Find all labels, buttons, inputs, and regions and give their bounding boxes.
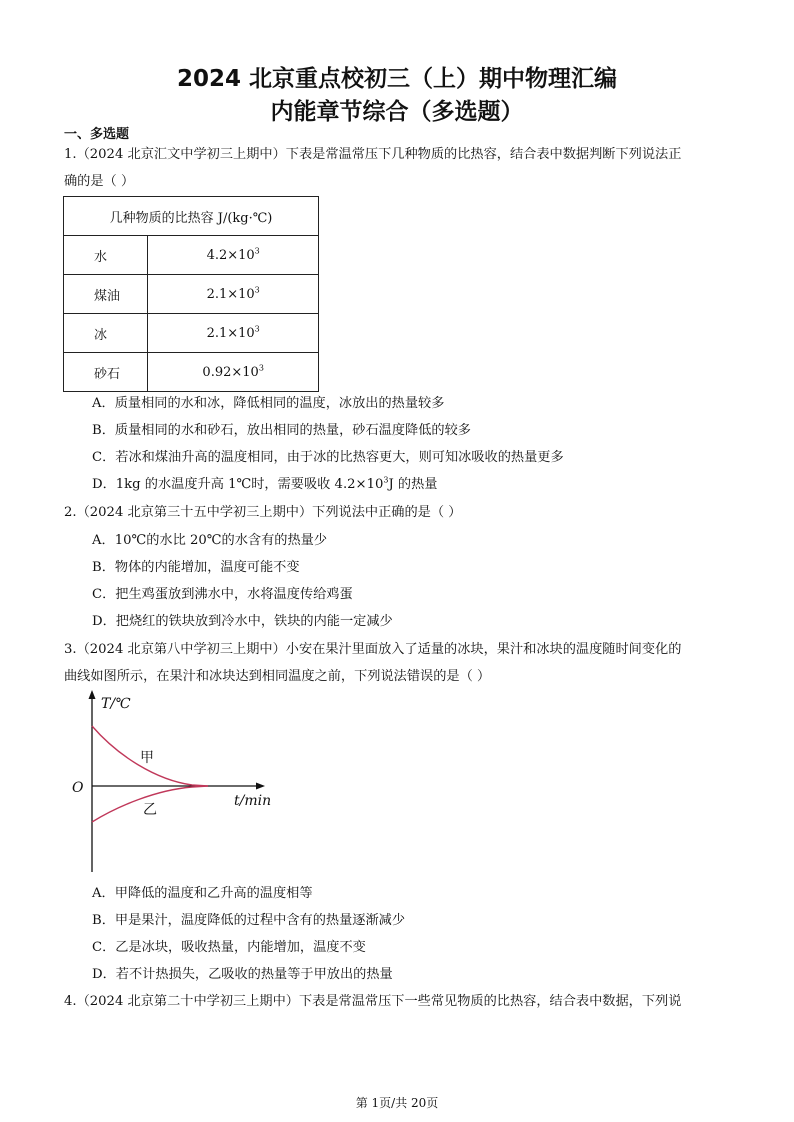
page-footer: 第 1页/共 20页 — [355, 1096, 439, 1110]
question-1-option-d: D．1kg 的水温度升高 1℃时，需要吸收 $4.2\times 10^3J$ 的热量 — [92, 475, 438, 492]
table-row — [64, 275, 319, 314]
question-1-option-b: B．质量相同的水和砂石，放出相同的热量，砂石温度降低的较多 — [92, 423, 471, 438]
table-cell-value: $2.1\times 10^3$ — [148, 275, 319, 314]
table-cell-substance: 砂石 — [64, 353, 148, 392]
question-2-option-b: B．物体的内能增加，温度可能不变 — [92, 560, 300, 575]
table-cell-substance: 水 — [64, 236, 148, 275]
question-3-option-c: C．乙是冰块，吸收热量，内能增加，温度不变 — [92, 940, 366, 955]
question-1-option-a: A．质量相同的水和冰，降低相同的温度，冰放出的热量较多 — [92, 396, 445, 411]
table-row — [64, 353, 319, 392]
y-axis-label: T/℃ — [101, 696, 131, 712]
y-axis-arrow — [89, 690, 96, 699]
specific-heat-table — [63, 196, 319, 392]
table-cell-value: $4.2\times 10^3$ — [148, 236, 319, 275]
question-3-option-b: B．甲是果汁，温度降低的过程中含有的热量逐渐减少 — [92, 913, 406, 928]
curve-jia-label: 甲 — [140, 750, 154, 766]
table-cell-substance: 冰 — [64, 314, 148, 353]
temperature-time-graph — [66, 688, 286, 878]
question-2-option-a: A．10℃的水比 20℃的水含有的热量少 — [92, 533, 328, 548]
x-axis-label: t/min — [234, 793, 272, 809]
question-2-option-c: C．把生鸡蛋放到沸水中，水将温度传给鸡蛋 — [92, 587, 353, 602]
origin-label: O — [72, 780, 84, 796]
question-4-stem-line-1: 4.（2024 北京第二十中学初三上期中）下表是常温常压下一些常见物质的比热容，结合表中数据，下列说 — [64, 994, 682, 1009]
question-1-stem-line-1: 1.（2024 北京汇文中学初三上期中）下表是常温常压下几种物质的比热容，结合表中数据判断下列说法正 — [64, 147, 682, 162]
section-heading: 一、多选题 — [64, 127, 130, 142]
question-2-option-d: D．把烧红的铁块放到冷水中，铁块的内能一定减少 — [92, 614, 393, 629]
question-3-stem-line-1: 3.（2024 北京第八中学初三上期中）小安在果汁里面放入了适量的冰块，果汁和冰块的温度随时间变化的 — [64, 642, 682, 657]
question-1-stem-line-2: 确的是（ ） — [64, 174, 135, 189]
question-3-option-a: A．甲降低的温度和乙升高的温度相等 — [92, 886, 313, 901]
question-2-stem: 2.（2024 北京第三十五中学初三上期中）下列说法中正确的是（ ） — [64, 505, 462, 520]
question-3-option-d: D．若不计热损失，乙吸收的热量等于甲放出的热量 — [92, 967, 393, 982]
table-cell-substance: 煤油 — [64, 275, 148, 314]
x-axis-arrow — [256, 783, 265, 790]
page-title-line-1: 2024 北京重点校初三（上）期中物理汇编 — [176, 66, 618, 92]
page-title-line-2: 内能章节综合（多选题） — [270, 99, 524, 125]
question-3-stem-line-2: 曲线如图所示，在果汁和冰块达到相同温度之前，下列说法错误的是（ ） — [64, 669, 491, 684]
table-cell-value: $2.1\times 10^3$ — [148, 314, 319, 353]
table-cell-value: $0.92\times 10^3$ — [148, 353, 319, 392]
question-1-option-c: C．若冰和煤油升高的温度相同，由于冰的比热容更大，则可知冰吸收的热量更多 — [92, 450, 564, 465]
curve-yi-label: 乙 — [143, 802, 157, 818]
table-row — [64, 314, 319, 353]
table-header: 几种物质的比热容 J/(kg·℃) — [64, 197, 319, 236]
table-row — [64, 236, 319, 275]
